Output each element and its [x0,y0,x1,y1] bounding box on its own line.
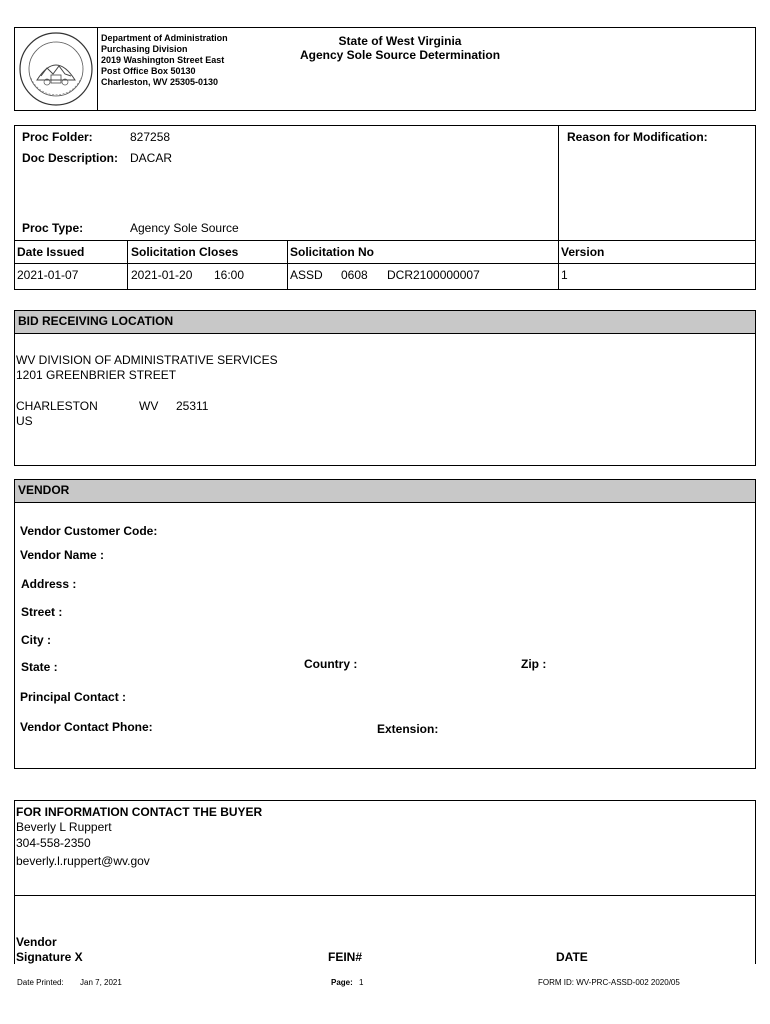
vendor-box [14,479,756,769]
bid-zip: 25311 [176,399,209,413]
closes-time-value: 16:00 [214,268,245,282]
buyer-contact-header: FOR INFORMATION CONTACT THE BUYER [16,805,263,819]
solicitation-prefix: ASSD [290,268,323,282]
bid-country: US [16,414,33,428]
principal-contact-label: Principal Contact : [20,690,127,704]
vendor-country-label: Country : [304,657,358,671]
buyer-contact-box [14,800,756,964]
page-value: 1 [359,978,364,987]
title-line-2: Agency Sole Source Determination [299,48,501,62]
closes-date-value: 2021-01-20 [131,268,193,282]
document-title [255,34,545,62]
header-box [14,27,756,111]
bid-line-1: WV DIVISION OF ADMINISTRATIVE SERVICES [16,353,278,367]
proc-info-box [14,125,756,290]
vendor-name-label: Vendor Name : [20,548,105,562]
page-label: Page: [331,978,353,987]
buyer-email: beverly.l.ruppert@wv.gov [16,854,150,868]
extension-label: Extension: [377,722,439,736]
bid-receiving-box [14,310,756,466]
bid-line-2: 1201 GREENBRIER STREET [16,368,177,382]
fein-label: FEIN# [328,950,363,964]
proc-type-label: Proc Type: [22,221,84,235]
date-issued-value: 2021-01-07 [17,268,79,282]
version-value: 1 [561,268,568,282]
vendor-city-label: City : [21,633,51,647]
proc-type-value: Agency Sole Source [130,221,239,235]
bid-receiving-header: BID RECEIVING LOCATION [15,311,755,334]
buyer-phone: 304-558-2350 [16,836,91,850]
bid-state: WV [139,399,159,413]
signature-vendor-label: Vendor [16,935,57,949]
dept-line: Department of Administration [101,33,228,43]
dept-line: Charleston, WV 25305-0130 [101,77,219,87]
vendor-street-label: Street : [21,605,63,619]
vendor-contact-phone-label: Vendor Contact Phone: [20,720,153,734]
vendor-header: VENDOR [15,480,755,503]
vendor-customer-code-label: Vendor Customer Code: [20,524,158,538]
dept-line: 2019 Washington Street East [101,55,225,65]
doc-description-label: Doc Description: [22,151,119,165]
proc-folder-label: Proc Folder: [22,130,93,144]
form-id: FORM ID: WV-PRC-ASSD-002 2020/05 [538,978,680,987]
dept-line: Purchasing Division [101,44,188,54]
date-label: DATE [556,950,588,964]
col-solicitation-closes: Solicitation Closes [131,245,239,259]
col-date-issued: Date Issued [17,245,85,259]
west-virginia-state-seal-icon [17,30,95,108]
date-printed-value: Jan 7, 2021 [80,978,122,987]
vendor-address-label: Address : [21,577,77,591]
vendor-state-label: State : [21,660,58,674]
department-address [101,33,228,88]
solicitation-number: DCR2100000007 [387,268,480,282]
solicitation-code: 0608 [341,268,368,282]
proc-folder-value: 827258 [130,130,171,144]
signature-label: Signature X [16,950,83,964]
title-line-1: State of West Virginia [338,34,462,48]
buyer-name: Beverly L Ruppert [16,820,112,834]
seal-container [15,28,98,110]
vendor-zip-label: Zip : [521,657,547,671]
doc-description-value: DACAR [130,151,173,165]
dept-line: Post Office Box 50130 [101,66,196,76]
bid-city: CHARLESTON [16,399,98,413]
reason-for-modification-label: Reason for Modification: [567,130,708,144]
col-solicitation-no: Solicitation No [290,245,374,259]
date-printed-label: Date Printed: [17,978,64,987]
col-version: Version [561,245,605,259]
